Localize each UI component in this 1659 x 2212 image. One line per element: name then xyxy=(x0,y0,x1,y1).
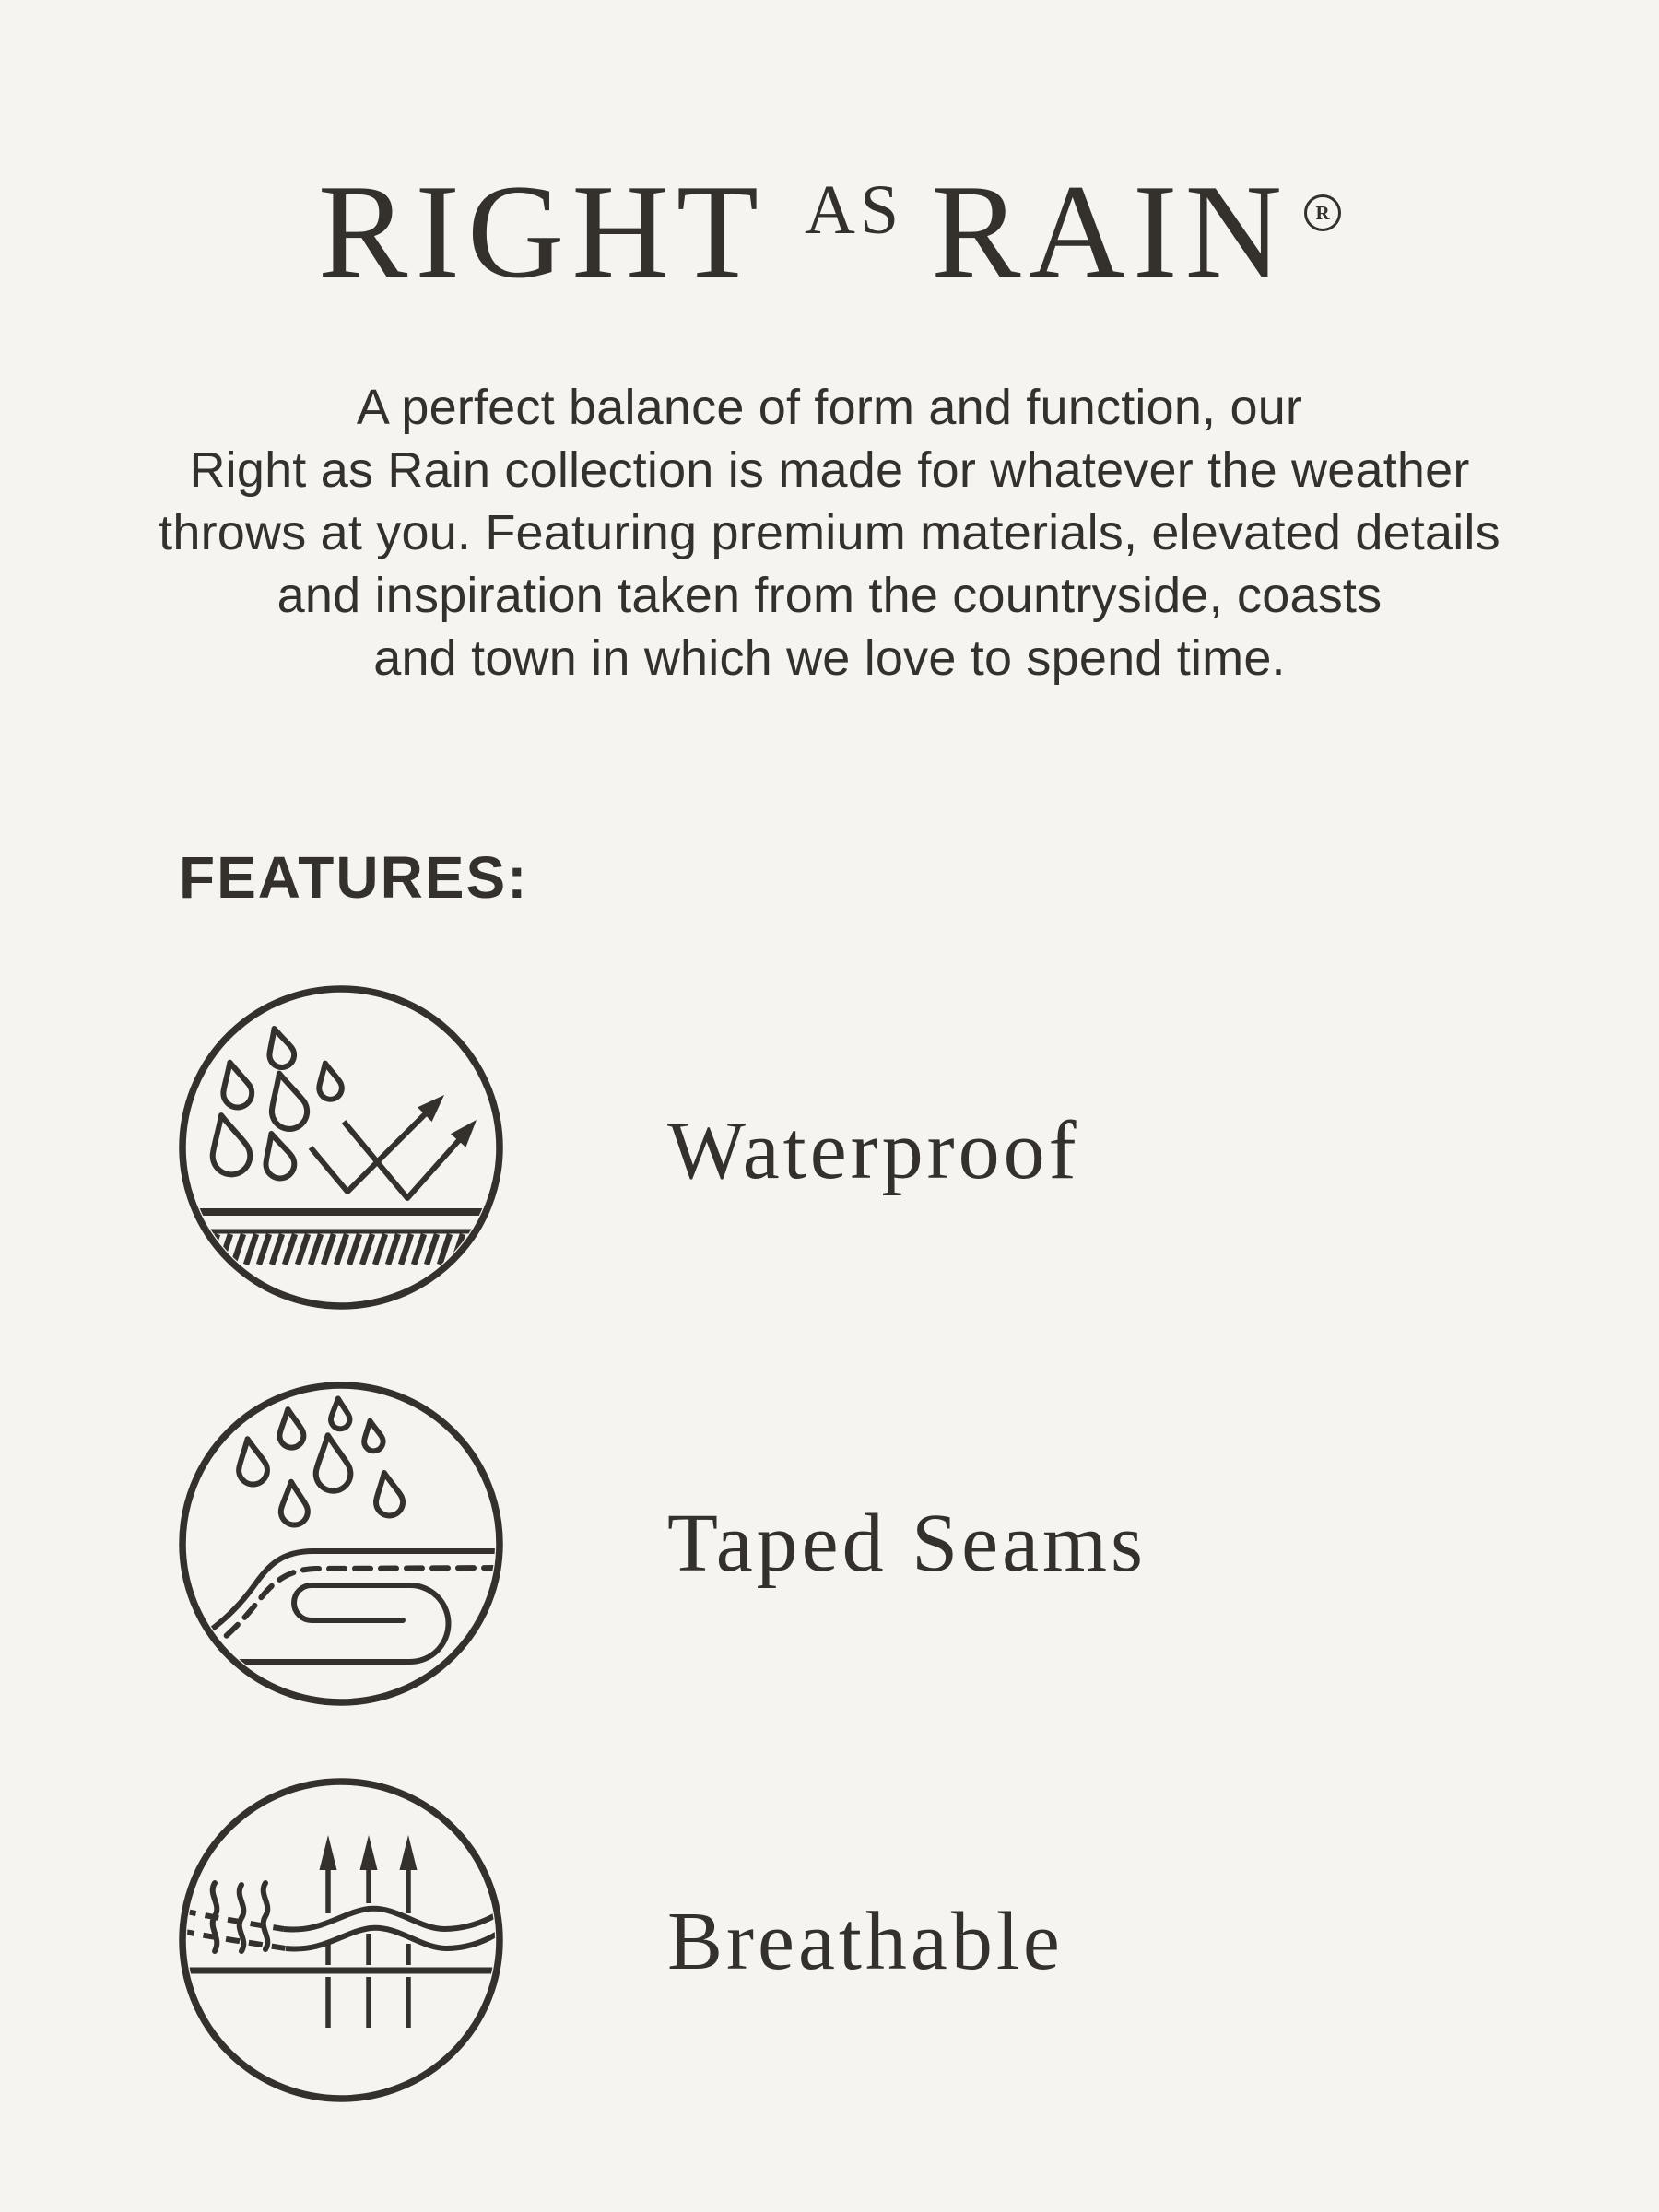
bounce-arrows xyxy=(311,1095,477,1198)
feature-label-waterproof: Waterproof xyxy=(667,1105,1080,1196)
feature-label-taped-seams: Taped Seams xyxy=(667,1498,1147,1589)
intro-line: throws at you. Featuring premium materials, elevated details xyxy=(159,505,1500,560)
intro-line: and inspiration taken from the countryside, coasts xyxy=(276,568,1382,623)
feature-label-breathable: Breathable xyxy=(667,1896,1064,1987)
intro-paragraph xyxy=(0,376,1659,689)
waterproof-icon xyxy=(175,982,507,1313)
intro-line: Right as Rain collection is made for whatever the weather xyxy=(189,442,1470,498)
fabric-surface xyxy=(193,1212,488,1265)
fabric-waves xyxy=(181,1909,499,1949)
breathable-icon xyxy=(175,1774,507,2106)
registered-trademark-icon: R xyxy=(1304,194,1341,231)
brand-word-as: AS xyxy=(805,171,904,249)
features-heading: FEATURES: xyxy=(179,844,529,911)
brand-title xyxy=(0,157,1659,335)
taped-seams-icon xyxy=(175,1378,507,1710)
seam-lines xyxy=(207,1551,501,1662)
intro-line: and town in which we love to spend time. xyxy=(373,630,1286,686)
brand-word-right: RIGHT xyxy=(317,157,767,306)
vapour-squiggles xyxy=(213,1883,268,1951)
brand-word-rain: RAIN xyxy=(931,157,1290,306)
rain-drops xyxy=(233,1397,405,1526)
intro-line: A perfect balance of form and function, our xyxy=(356,380,1303,435)
